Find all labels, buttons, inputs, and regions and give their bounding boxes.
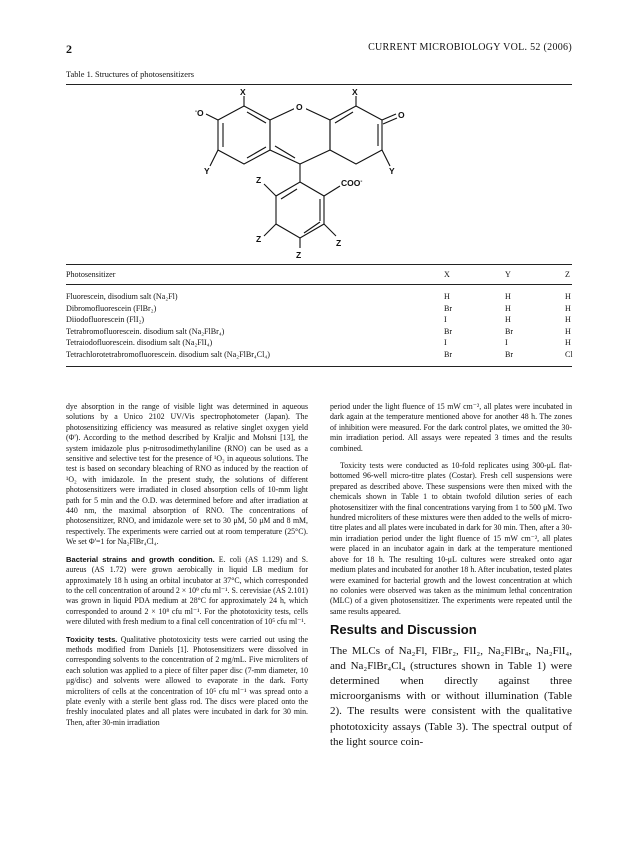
structure-bonds (206, 96, 397, 248)
running-head: CURRENT MICROBIOLOGY VOL. 52 (2006) (368, 42, 572, 53)
results-discussion-heading: Results and Discussion (330, 622, 477, 638)
left-text-column (66, 402, 308, 735)
cell-y: H (505, 315, 511, 325)
carbonyl-oxygen-label: O (398, 110, 405, 120)
z-label-upper-left: Z (256, 175, 262, 185)
page-header (66, 42, 572, 56)
table-row (66, 327, 572, 339)
paragraph-toxicity-tests (66, 635, 308, 729)
y-label-left: Y (204, 166, 210, 176)
cell-y: Br (505, 326, 514, 336)
table-bottom-rule (66, 366, 572, 367)
paragraph-bacterial-strains (66, 555, 308, 628)
bacterial-strains-text: E. coli (AS 1.129) and S. aureus (AS 1.72) were grown aerobically in liquid LB medium for approximately 18 h using an orbital incubator at 37°C, which corresponded to the cell concentration of around 2 × 10⁹ cfu ml⁻¹. S. cerevisiae (AS 2.101) was grown in liquid PDA medium at 28°C for approximately 24 h, which corresponded to around 2 × 10⁸ cfu ml⁻¹. For the phototoxicity tests, cells were diluted with fresh medium to a final cell concentration of 10⁵ cfu ml⁻¹. (66, 554, 308, 627)
cell-y: H (505, 292, 511, 301)
table-row (66, 292, 572, 304)
paragraph-results: The MLCs of Na₂Fl, FlBr₂, FlI₂, Na₂FlBr₄, Na₂FlI₄, and Na₂FlBr₄Cl₄ (structures shown in Table 1) were determined when directly against three microorganisms with or without illumination (Table 2). The results were consistent with the qualitative phototoxicity assays (Table 3). The spectral output of the light source coin- (330, 644, 572, 748)
cell-z: H (565, 303, 571, 313)
x-label-right: X (352, 88, 358, 97)
oxide-label: -O (195, 108, 204, 118)
z-label-bottom: Z (296, 250, 302, 260)
cell-name: Dibromofluorescein (FlBr₂) (66, 303, 157, 313)
cell-z: H (565, 315, 571, 325)
carboxylate-text: COO (341, 178, 361, 188)
cell-name: Tetrachlorotetrabromofluorescein. disodium salt (Na₂FlBr₄Cl₄) (66, 349, 270, 359)
fluorescein-structure-diagram (190, 88, 430, 264)
cell-x: I (444, 315, 447, 325)
column-header-y: Y (505, 270, 511, 279)
right-text-column (330, 402, 572, 750)
column-header-photosensitizer: Photosensitizer (66, 270, 116, 279)
cell-y: H (505, 303, 511, 313)
table-row (66, 350, 572, 362)
cell-z: Cl (565, 349, 573, 359)
cell-x: H (444, 292, 450, 301)
y-label-right: Y (389, 166, 395, 176)
ring-oxygen-label: O (296, 102, 303, 112)
cell-y: Br (505, 349, 514, 359)
table-mid-rule (66, 264, 572, 265)
table-row (66, 338, 572, 350)
cell-y: I (505, 338, 508, 348)
table-top-rule (66, 84, 572, 85)
cell-name: Tetraiodofluorescein. disodium salt (Na₂FlI₄) (66, 338, 213, 348)
cell-x: Br (444, 303, 453, 313)
paragraph-irradiation-period: period under the light fluence of 15 mW cm⁻², all plates were incubated in dark again at the temperature mentioned above for another 48 h. The zones of inhibition were measured. For the dark control plates, we omitted the 30-min irradiation period. All assays were repeated 3 times and the results combined. (330, 402, 572, 453)
cell-name: Fluorescein, disodium salt (Na₂Fl) (66, 292, 178, 301)
column-header-z: Z (565, 270, 570, 279)
cell-z: H (565, 338, 571, 348)
z-label-lower-left: Z (256, 234, 262, 244)
table-caption: Table 1. Structures of photosensitizers (66, 70, 195, 79)
cell-x: Br (444, 349, 453, 359)
x-label-left: X (240, 88, 246, 97)
paragraph-toxicity-replicates: Toxicity tests were conducted as 10-fold replicates using 300-μL flat-bottomed 96-well micro-titre plates (Costar). Fresh cell suspensions were prepared as described above. These suspensions were then mixed with the chemicals shown in Table 1 to obtain twofold dilution series of each photosensitizer with the final concentrations varying from 1 to 500 μM. Two hundred microliters of these mixtures were then added to the wells of micro-titre plates and all plates were incubated in dark for 30 min. Then, after a 30-min irradiation period under the light fluence of 15 mW cm⁻², all plates were placed in an incubator again in dark at the temperature mentioned above for 18 h. The resulting 10-μL cultures were streaked onto agar medium plates and incubated for another 18 h. After incubation, tested plates were examined for bacterial growth and the lowest concentration at which no colonies were observed was taken as the minimum lethal concentration (MLC) of a given photosensitizer. The experiments were repeated until the same results appeared. (330, 461, 572, 616)
bacterial-strains-heading: Bacterial strains and growth condition. (66, 554, 215, 564)
photosensitizer-table-body (66, 292, 572, 362)
carboxylate-label: COO- (341, 178, 363, 188)
table-header-rule (66, 284, 572, 285)
paragraph-photosensitizing-efficiency: dye absorption in the range of visible light was determined in aqueous solutions by a Unico 2102 UV/Vis spectrophotometer (Japan). The photosensitizing efficiency was measured as relative singlet oxygen yield (Φ'). According to the method described by Kraljic and Mohsni [13], the system imidazole plus p-nitrosodimethylaniline (RNO) can be used as a sensitive and selective test for the presence of ¹O₂ in aqueous solutions. The test is based on secondary bleaching of RNO as induced by the reaction of ¹O₂ with imidazole. In the present study, the solutions of different photosensitizers were irradiated in closed absorption cells of 10-mm light path for 5 min and the O.D. was determined before and after irradiation at 440 nm, the maximal absorption of RNO. The concentrations of photosensitizer, RNO, and imidazole were set to 30 μM, 50 μM and 8 mM, respectively. The experiments were carried out at room temperature (25°C). We set Φ'=1 for Na₂FlBr₄Cl₄. (66, 402, 308, 547)
cell-z: H (565, 292, 571, 301)
table-row (66, 304, 572, 316)
cell-x: Br (444, 326, 453, 336)
cell-z: H (565, 326, 571, 336)
toxicity-tests-heading: Toxicity tests. (66, 634, 118, 644)
page-number: 2 (66, 42, 72, 56)
oxide-o-text: O (197, 108, 204, 118)
table-row (66, 315, 572, 327)
cell-x: I (444, 338, 447, 348)
toxicity-tests-text: Qualitative phototoxicity tests were carried out using the methods modified from Daniels [1]. Photosensitizers were dissolved in corresponding solvents to the concentration of 2 mg/mL. Five microliters of each solution was applied to a piece of filter paper disc (7-mm diameter, 10 μg/disc) and solvents were allowed to evaporate in the dark. Forty microliters of cells at the concentration of 10⁵ cfu ml⁻¹ was spread onto a plate evenly with a sterile bent glass rod. The discs were placed onto the freshly inoculated plates and all plates were incubated in dark for 30 min. Then, after 30-min irradiation (66, 634, 308, 727)
photosensitizer-table-header (66, 270, 572, 282)
z-label-lower-right: Z (336, 238, 342, 248)
column-header-x: X (444, 270, 450, 279)
cell-name: Tetrabromofluorescein. disodium salt (Na₂FlBr₄) (66, 326, 225, 336)
cell-name: Diiodofluorescein (FlI₂) (66, 315, 145, 325)
